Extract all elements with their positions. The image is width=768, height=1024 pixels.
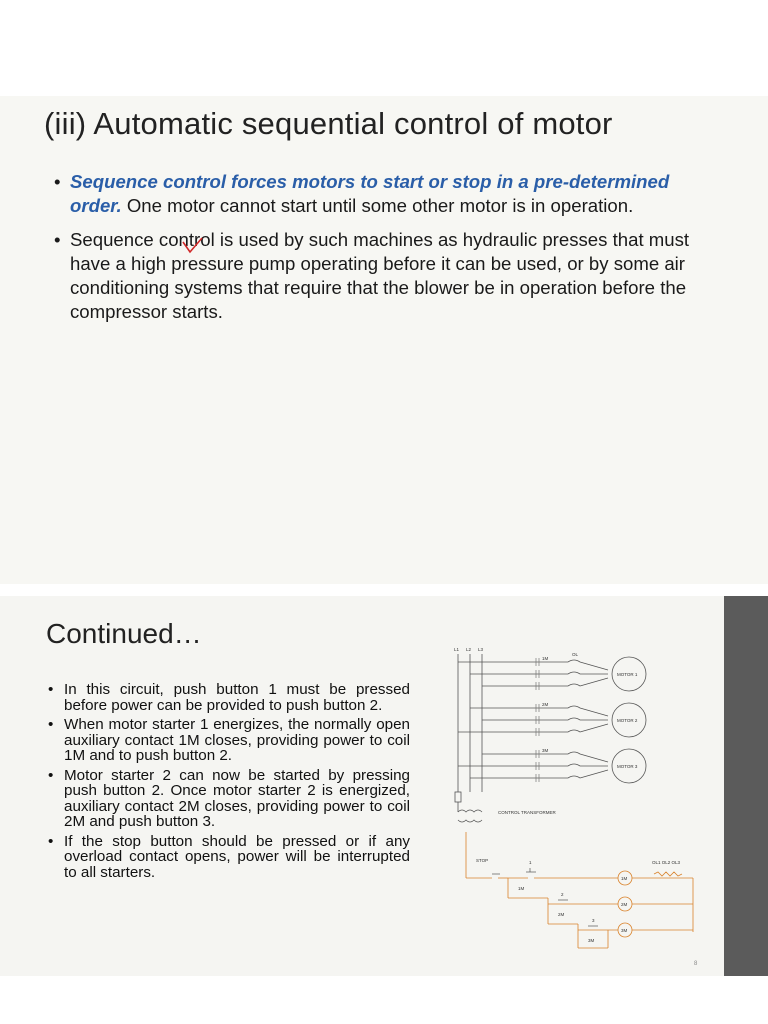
contact-label: 3M — [542, 748, 549, 753]
coil-label: 3M — [621, 928, 628, 933]
slide-sequential-control — [0, 96, 768, 584]
coil-label: 1M — [621, 876, 628, 881]
pushbutton-label: 2 — [561, 892, 564, 897]
supply-line-label: L2 — [466, 647, 472, 652]
bullet-item: • In this circuit, push button 1 must be pressed before power can be provided to push button 2. — [48, 682, 410, 713]
bullet-text: One motor cannot start until some other motor is in operation. — [121, 195, 634, 216]
overload-contacts-label: OL1 OL2 OL3 — [652, 860, 681, 865]
bullet-item: • Motor starter 2 can now be started by pressing push button 2. Once motor starter 2 is energized, auxiliary contact 2M closes, providing power to coil 2M and push button 3. — [48, 768, 410, 830]
page-number: 8 — [694, 961, 698, 967]
aux-contact-label: 1M — [518, 886, 525, 891]
pushbutton-label: 3 — [592, 918, 595, 923]
bullet-list — [46, 170, 726, 334]
bullet-item: • When motor starter 1 energizes, the normally open auxiliary contact 1M closes, providing power to coil 1M and to push button 2. — [48, 717, 410, 764]
pushbutton-label: 1 — [529, 860, 532, 865]
sequence-control-wiring-diagram — [448, 642, 708, 968]
checkmark-annotation-icon — [180, 236, 206, 258]
motor-label: MOTOR 3 — [617, 764, 638, 769]
emphasis-text: Sequence control forces motors to start or stop in a pre-determined order. — [70, 171, 670, 216]
motor-label: MOTOR 1 — [617, 672, 638, 677]
slide-continued — [0, 596, 768, 976]
aux-contact-label: 3M — [588, 938, 595, 943]
motor-label: MOTOR 2 — [617, 718, 638, 723]
bullet-list — [48, 682, 410, 884]
slide-title: (iii) Automatic sequential control of motor — [44, 106, 613, 141]
stop-button-label: STOP — [476, 858, 489, 863]
transformer-label: CONTROL TRANSFORMER — [498, 810, 556, 815]
bullet-applications: • Sequence control is used by such machines as hydraulic presses that must have a high pressure pump operating before it can be used, or by some air conditioning systems that require that the blower be in operation before the compressor starts. — [46, 228, 726, 324]
slide-title: Continued… — [46, 618, 202, 649]
dark-edge-bar — [724, 596, 768, 976]
overload-label: OL — [572, 652, 579, 657]
contact-label: 1M — [542, 656, 549, 661]
supply-line-label: L1 — [454, 647, 460, 652]
contact-label: 2M — [542, 702, 549, 707]
coil-label: 2M — [621, 902, 628, 907]
supply-line-label: L3 — [478, 647, 484, 652]
bullet-definition — [46, 170, 726, 218]
bullet-item: • If the stop button should be pressed or if any overload contact opens, power will be interrupted to all starters. — [48, 834, 410, 881]
aux-contact-label: 2M — [558, 912, 565, 917]
